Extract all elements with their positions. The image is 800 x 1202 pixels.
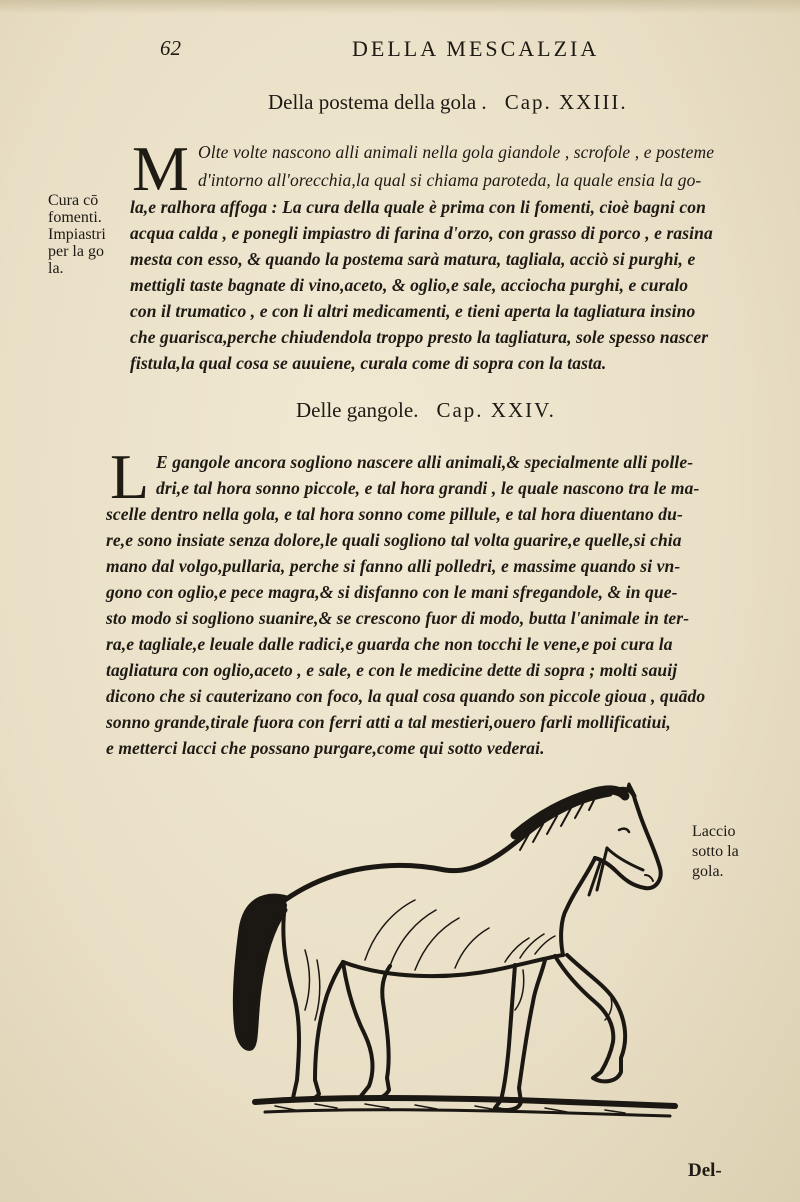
page-number: 62 xyxy=(160,36,181,60)
margin-note-line-4: per la go xyxy=(48,243,104,260)
ch23-line-4: acqua calda , e ponegli impiastro di farina d'orzo, con grasso di porco , e rasina xyxy=(130,223,713,243)
ch24-line-4: re,e sono insiate senza dolore,le quali sogliono tal volta guarire,e quelle,si chia xyxy=(106,530,682,550)
ch24-line-7: sto modo si sogliono suanire,& se crescono fuor di modo, butta l'animale in ter- xyxy=(106,608,690,628)
ch23-line-1: Olte volte nascono alli animali nella gola giandole , scrofole , e posteme xyxy=(198,142,715,162)
figure-label-line-1: Laccio xyxy=(692,823,736,840)
figure-label-line-2: sotto la xyxy=(692,843,739,860)
chapter-23-cap: Cap. XXIII. xyxy=(504,90,628,114)
ch24-line-9: tagliatura con oglio,aceto , e sale, e con le medicine dette di sopra ; molti sauij xyxy=(106,660,678,680)
ch23-line-6: mettigli taste bagnate di vino,aceto, & oglio,e sale, acciocha purghi, e curalo xyxy=(130,275,689,295)
running-header xyxy=(0,36,800,66)
catchword: Del- xyxy=(688,1160,722,1181)
drop-cap-l: L xyxy=(110,441,150,512)
figure-label-line-3: gola. xyxy=(692,863,724,880)
running-title: DELLA MESCALZIA xyxy=(352,36,600,61)
ch23-line-8: che guarisca,perche chiudendola troppo presto la tagliatura, sole spesso nascer xyxy=(130,327,709,347)
ch24-line-12: e metterci lacci che possano purgare,come qui sotto vederai. xyxy=(106,738,545,758)
figure-label xyxy=(692,822,739,882)
ch23-line-3: la,e ralhora affoga : La cura della quale è prima con li fomenti, cioè bagni con xyxy=(130,197,706,217)
ch23-line-7: con il trumatico , e con li altri medicamenti, e tieni aperta la tagliatura insino xyxy=(130,301,696,321)
chapter-23-heading xyxy=(268,90,628,115)
chapter-24-title: Delle gangole. xyxy=(296,398,419,422)
ch24-line-8: ra,e tagliale,e leuale dalle radici,e guarda che non tocchi le vene,e poi cura la xyxy=(106,634,673,654)
chapter-24-cap: Cap. XXIV. xyxy=(436,398,556,422)
ch24-line-1: E gangole ancora sogliono nascere alli animali,& specialmente alli polle- xyxy=(156,452,694,472)
ch24-line-6: gono con oglio,e pece magra,& si disfanno con le mani sfregandole, & in que- xyxy=(106,582,678,602)
ch24-line-5: mano dal volgo,pullaria, perche si fanno alli polledri, e massime quando si vn- xyxy=(106,556,681,576)
margin-note-line-1: Cura cō xyxy=(48,192,99,209)
margin-note xyxy=(48,192,106,277)
margin-note-line-3: Impiastri xyxy=(48,226,106,243)
ch23-line-9: fistula,la qual cosa se auuiene, curala come di sopra con la tasta. xyxy=(130,353,607,373)
drop-cap-m: M xyxy=(132,133,189,204)
chapter-24-heading xyxy=(296,398,556,423)
ch24-line-11: sonno grande,tirale fuora con ferri atti a tal mestieri,ouero farli mollificatiui, xyxy=(106,712,671,732)
ch24-line-3: scelle dentro nella gola, e tal hora sonno come pillule, e tal hora diuentano du- xyxy=(106,504,683,524)
ch24-line-10: dicono che si cauterizano con foco, la qual cosa quando son piccole gioua , quādo xyxy=(106,686,706,706)
ch23-line-2: d'intorno all'orecchia,la qual si chiama paroteda, la quale ensia la go- xyxy=(198,170,702,190)
chapter-23-title: Della postema della gola . xyxy=(268,90,487,114)
margin-note-line-5: la. xyxy=(48,260,64,277)
horse-woodcut-illustration xyxy=(215,780,685,1130)
ch24-line-2: dri,e tal hora sonno piccole, e tal hora grandi , le quale nascono tra le ma- xyxy=(156,478,700,498)
margin-note-line-2: fomenti. xyxy=(48,209,102,226)
page-top-edge-shadow xyxy=(0,0,800,14)
ch23-line-5: mesta con esso, & quando la postema sarà matura, tagliala, acciò si purghi, e xyxy=(130,249,696,269)
